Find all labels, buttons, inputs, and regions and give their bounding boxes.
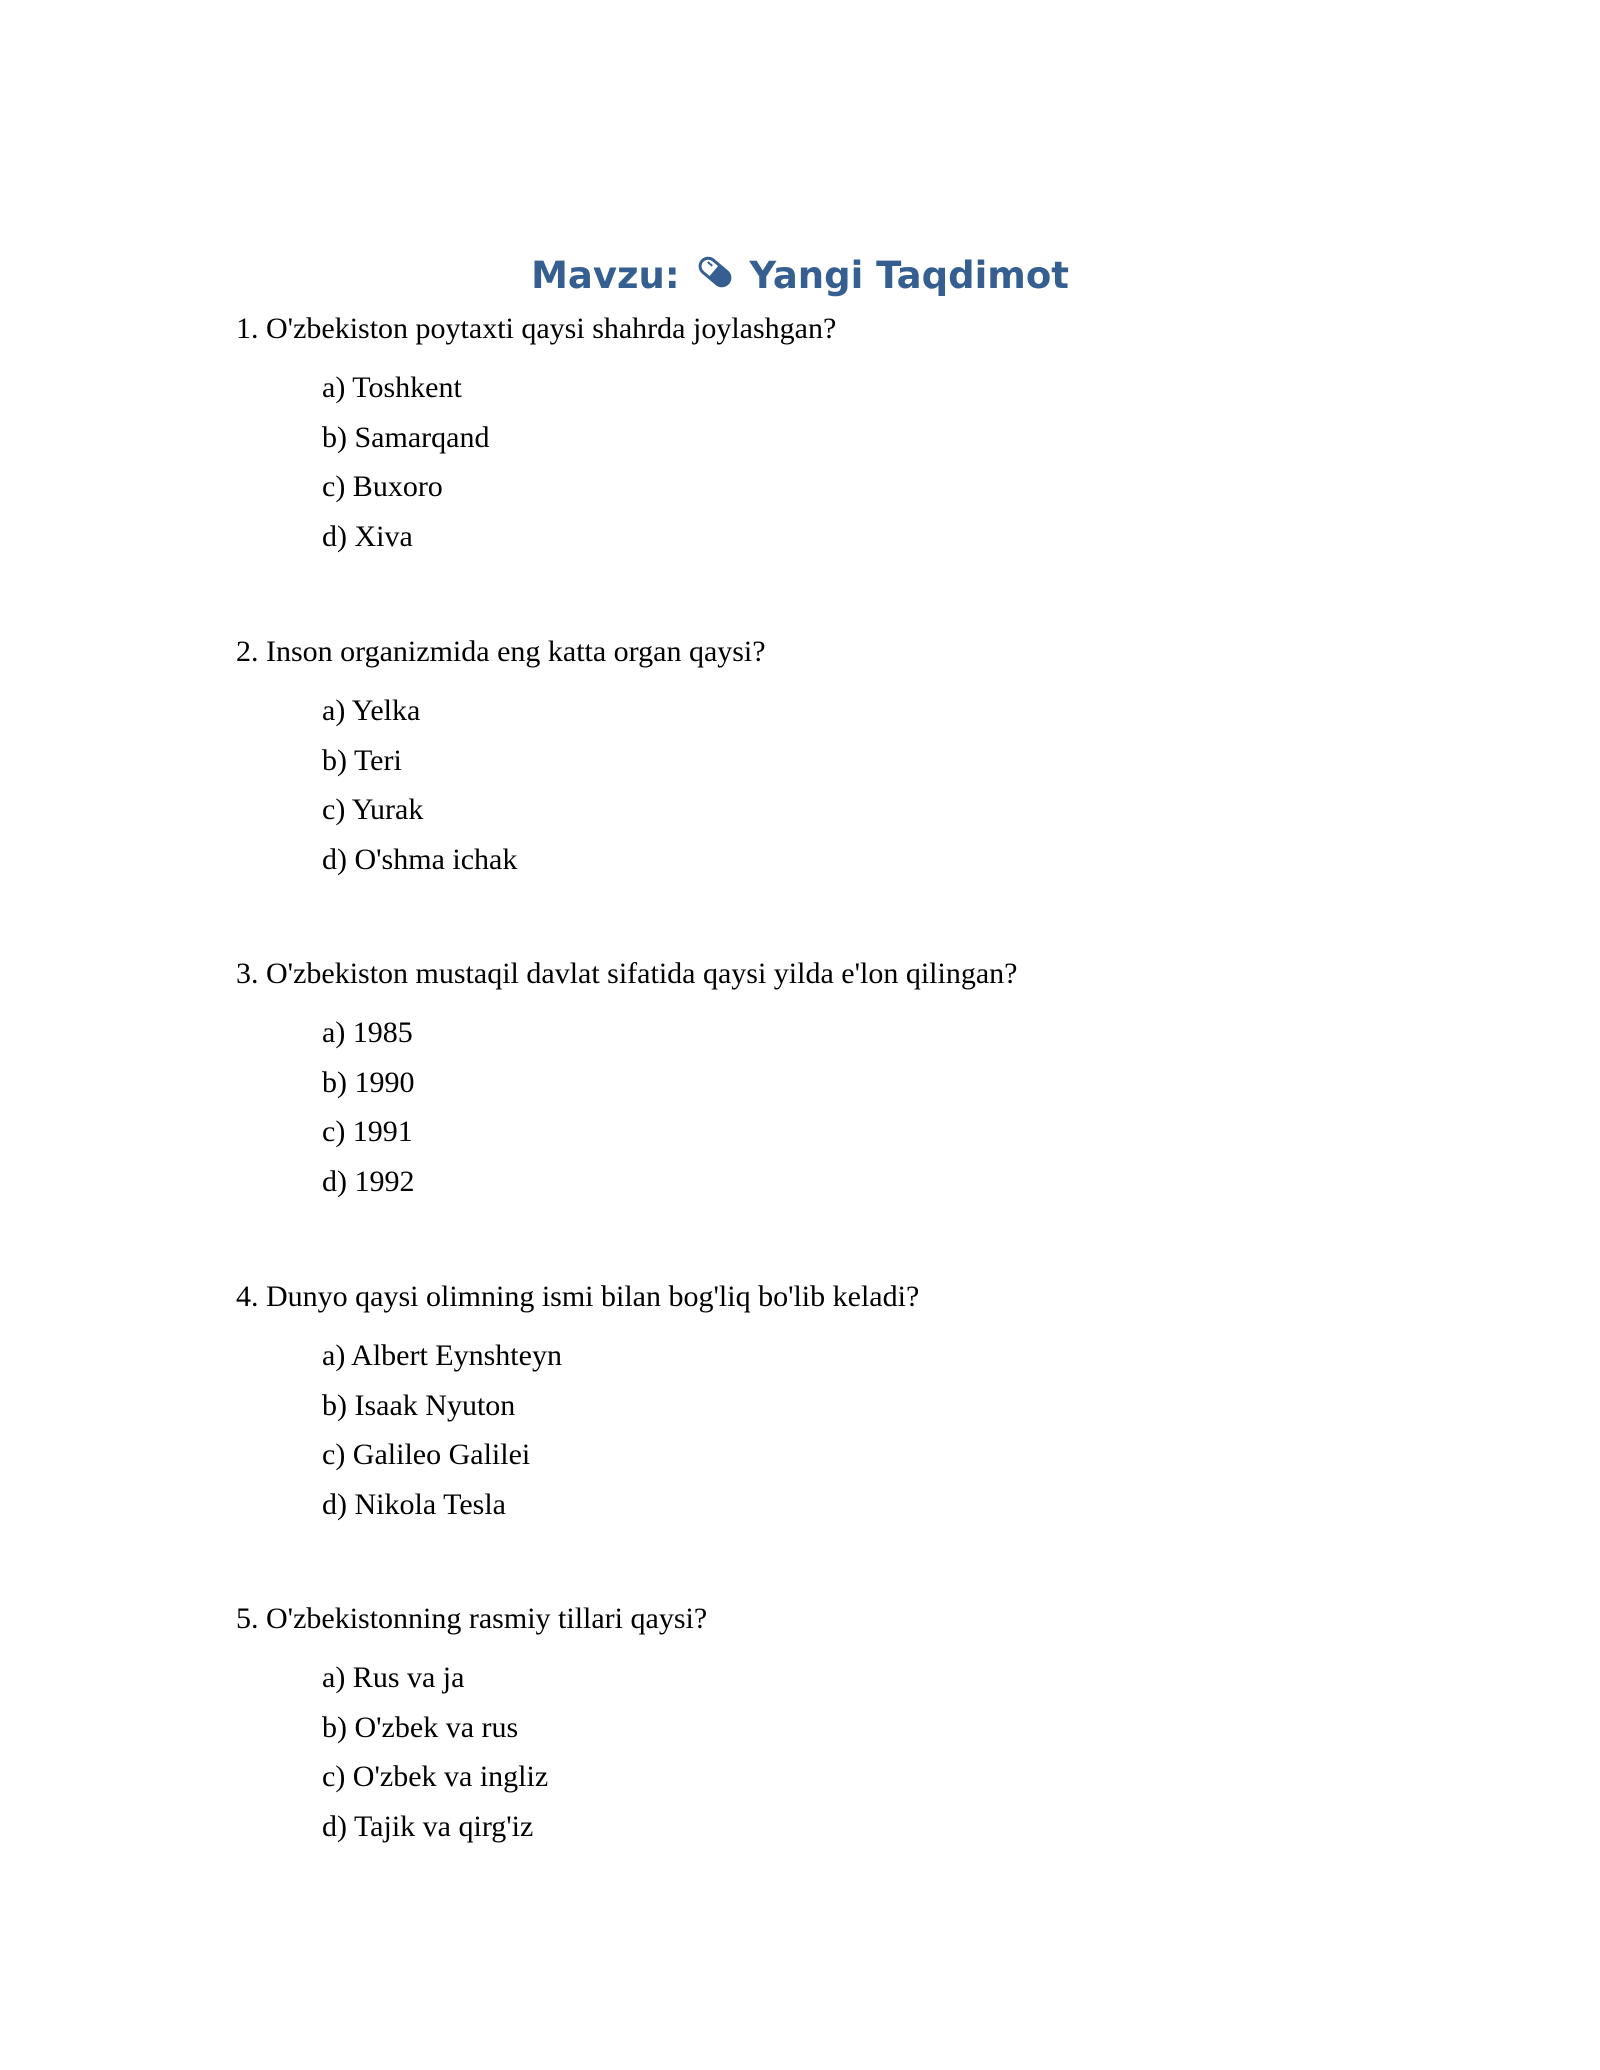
question-text: 1. O'zbekiston poytaxti qaysi shahrda joylashgan? bbox=[236, 312, 837, 345]
option-b: b) 1990 bbox=[322, 1065, 415, 1099]
option-a: a) Yelka bbox=[322, 694, 421, 727]
option-a: a) Albert Eynshteyn bbox=[322, 1339, 562, 1372]
option-a: a) Toshkent bbox=[322, 371, 462, 404]
option-c: c) Buxoro bbox=[322, 470, 443, 503]
question-3 bbox=[236, 953, 1436, 1206]
option-b: b) Teri bbox=[322, 743, 402, 777]
option-d: d) Nikola Tesla bbox=[322, 1487, 506, 1521]
option-c: c) 1991 bbox=[322, 1115, 413, 1148]
option-d: d) Tajik va qirg'iz bbox=[322, 1809, 534, 1843]
option-b: b) O'zbek va rus bbox=[322, 1710, 519, 1744]
question-text: 4. Dunyo qaysi olimning ismi bilan bog'liq bo'lib keladi? bbox=[236, 1280, 920, 1313]
option-b: b) Samarqand bbox=[322, 420, 490, 454]
pill-icon bbox=[695, 252, 735, 303]
question-text: 2. Inson organizmida eng katta organ qaysi? bbox=[236, 635, 766, 668]
question-5 bbox=[236, 1598, 1436, 1851]
option-a: a) Rus va ja bbox=[322, 1661, 465, 1694]
question-4 bbox=[236, 1276, 1436, 1529]
option-c: c) O'zbek va ingliz bbox=[322, 1760, 549, 1793]
page-title bbox=[0, 252, 1600, 303]
question-text: 3. O'zbekiston mustaqil davlat sifatida qaysi yilda e'lon qilingan? bbox=[236, 957, 1018, 990]
option-d: d) Xiva bbox=[322, 519, 413, 553]
question-2 bbox=[236, 631, 1436, 884]
option-c: c) Galileo Galilei bbox=[322, 1438, 531, 1471]
option-list bbox=[322, 363, 1436, 561]
title-prefix: Mavzu: bbox=[531, 254, 680, 297]
option-b: b) Isaak Nyuton bbox=[322, 1388, 516, 1422]
option-c: c) Yurak bbox=[322, 793, 424, 826]
option-list bbox=[322, 686, 1436, 884]
option-list bbox=[322, 1008, 1436, 1206]
option-d: d) O'shma ichak bbox=[322, 842, 518, 876]
question-text: 5. O'zbekistonning rasmiy tillari qaysi? bbox=[236, 1602, 708, 1635]
option-list bbox=[322, 1653, 1436, 1851]
title-text: Yangi Taqdimot bbox=[749, 254, 1069, 297]
option-a: a) 1985 bbox=[322, 1016, 413, 1049]
option-list bbox=[322, 1331, 1436, 1529]
question-1 bbox=[236, 308, 1436, 561]
option-d: d) 1992 bbox=[322, 1164, 415, 1198]
